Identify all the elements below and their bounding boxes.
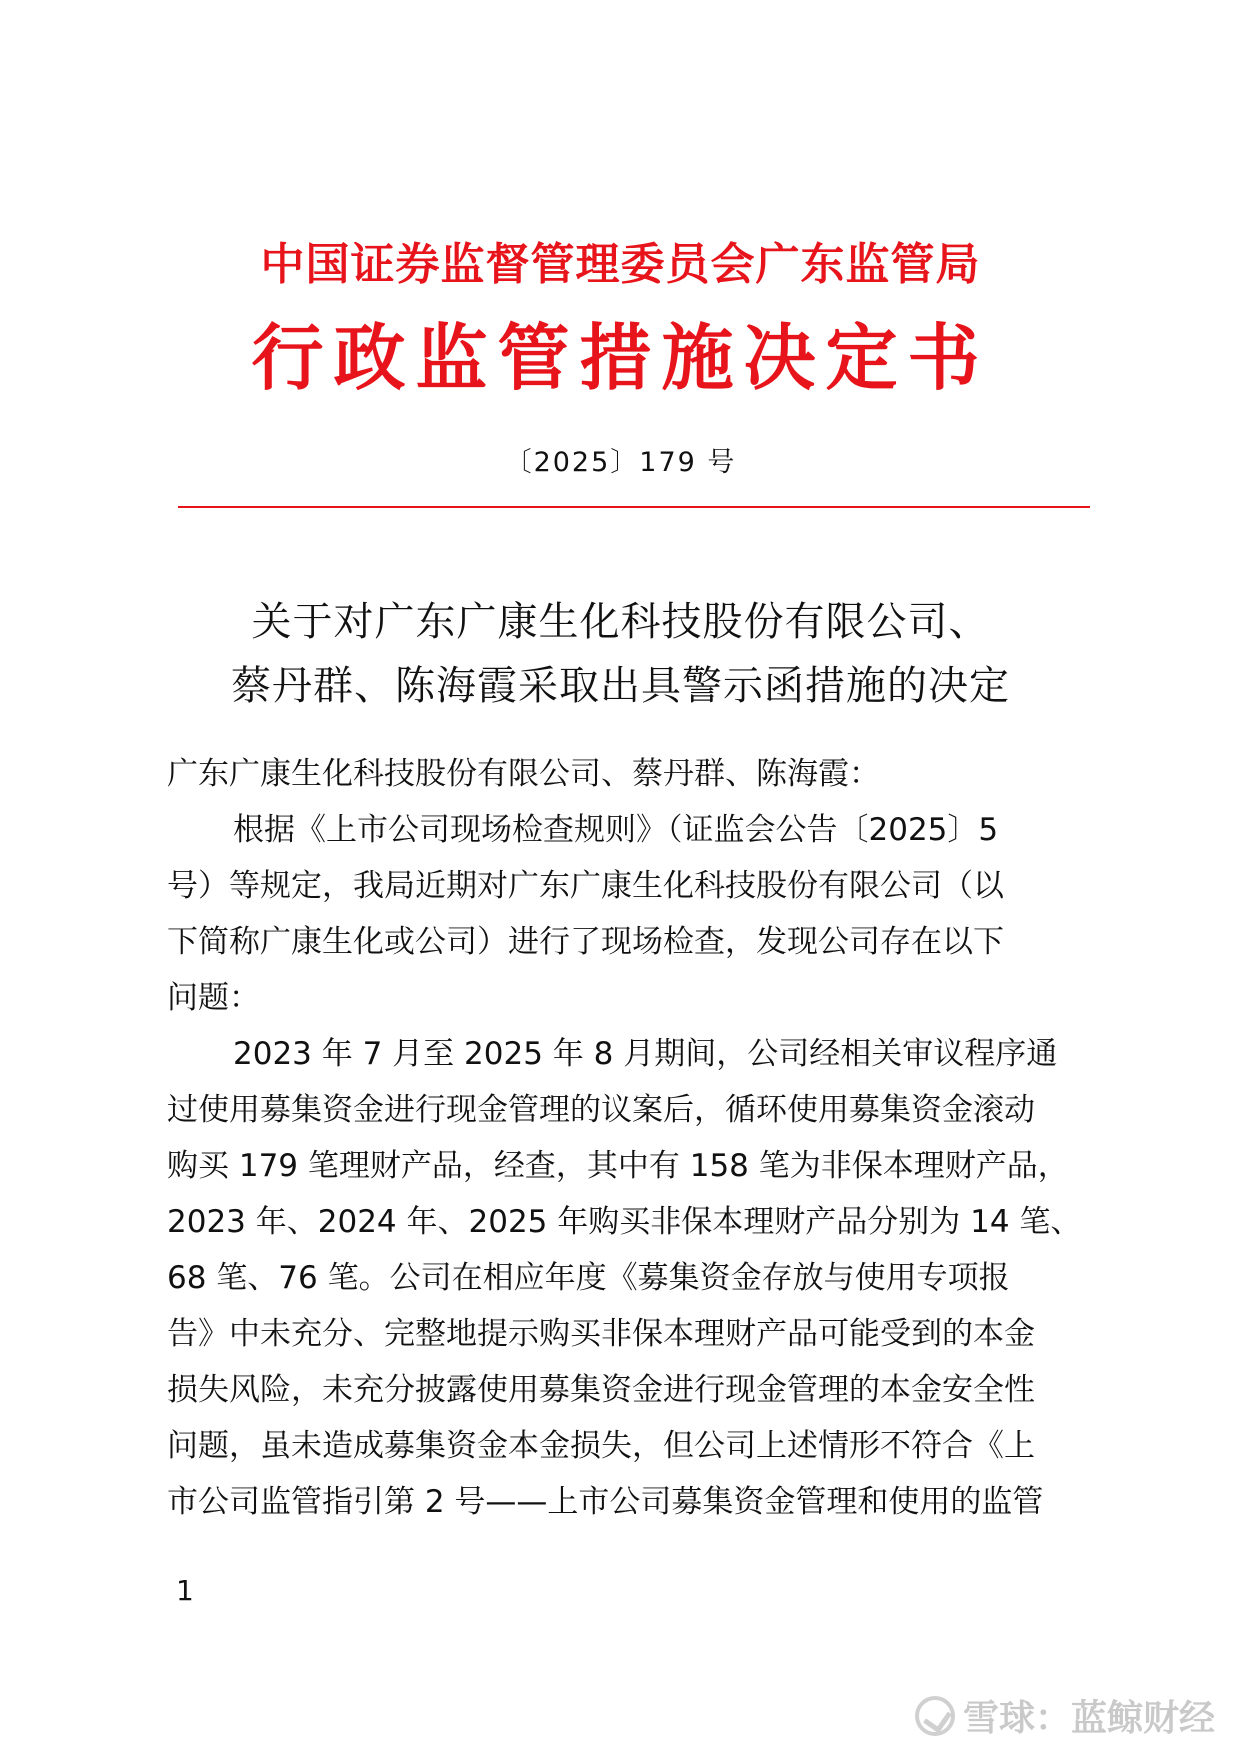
snowball-logo-icon: [915, 1696, 955, 1736]
body-line: 问题：: [167, 980, 260, 1016]
body-line: 损失风险，未充分披露使用募集资金进行现金管理的本金安全性: [167, 1372, 1035, 1408]
page-number: 1: [176, 1574, 194, 1607]
watermark-text: 雪球：蓝鲸财经: [962, 1698, 1215, 1739]
body-text: [167, 746, 1097, 1530]
decision-title-line-2: 蔡丹群、陈海霞采取出具警示函措施的决定: [231, 663, 1010, 709]
body-line: 68 笔、76 笔。公司在相应年度《募集资金存放与使用专项报: [167, 1260, 1010, 1296]
body-line: 2023 年 7 月至 2025 年 8 月期间，公司经相关审议程序通: [233, 1036, 1058, 1072]
body-line: 号）等规定，我局近期对广东广康生化科技股份有限公司（以: [167, 868, 1004, 904]
issuing-agency: 中国证券监督管理委员会广东监管局: [260, 239, 981, 290]
document-number: 〔2025〕179 号: [504, 447, 737, 478]
body-line: 下简称广康生化或公司）进行了现场检查，发现公司存在以下: [167, 924, 1004, 960]
body-line: 2023 年、2024 年、2025 年购买非保本理财产品分别为 14 笔、: [167, 1204, 1082, 1240]
watermark: [915, 1690, 1215, 1741]
body-line: 根据《上市公司现场检查规则》（证监会公告〔2025〕5: [233, 812, 999, 848]
red-divider-line: [178, 506, 1090, 508]
body-line: 购买 179 笔理财产品，经查，其中有 158 笔为非保本理财产品，: [167, 1148, 1069, 1184]
body-line: 过使用募集资金进行现金管理的议案后，循环使用募集资金滚动: [167, 1092, 1035, 1128]
addressee-line: 广东广康生化科技股份有限公司、蔡丹群、陈海霞：: [167, 756, 880, 792]
body-line: 市公司监管指引第 2 号——上市公司募集资金管理和使用的监管: [167, 1484, 1044, 1520]
body-line: 告》中未充分、完整地提示购买非保本理财产品可能受到的本金: [167, 1316, 1035, 1352]
decision-title-line-1: 关于对广东广康生化科技股份有限公司、: [251, 599, 990, 645]
document-type-heading: 行政监管措施决定书: [251, 316, 990, 400]
body-line: 问题，虽未造成募集资金本金损失，但公司上述情形不符合《上: [167, 1428, 1035, 1464]
